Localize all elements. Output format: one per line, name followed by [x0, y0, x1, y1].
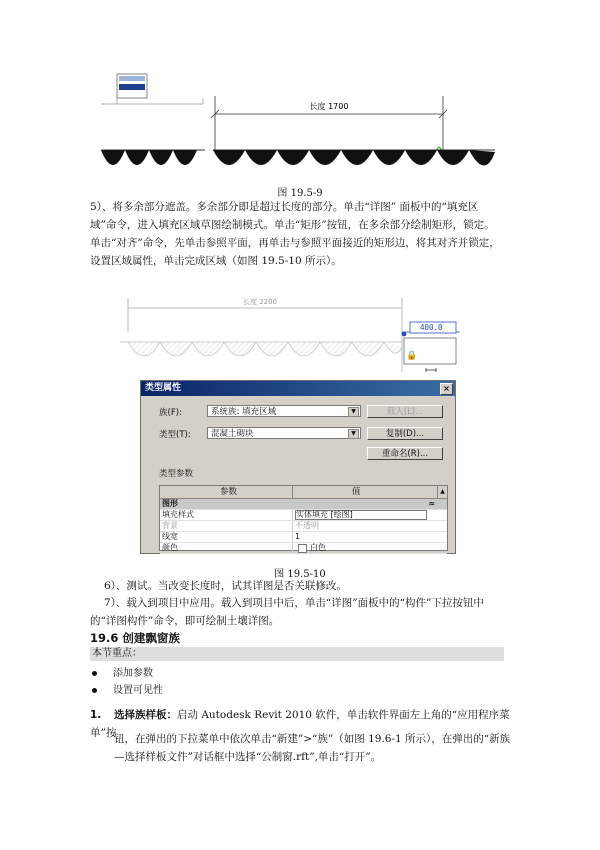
bullet-icon — [92, 671, 97, 676]
step-6-paragraph: 6）、测试。当改变长度时，试其详图是否关联修改。 — [104, 580, 347, 592]
step-7-paragraph — [90, 594, 510, 630]
param-name: 填充样式 — [162, 510, 194, 519]
key-points-bar — [90, 647, 504, 661]
bullet-icon — [92, 688, 97, 693]
param-value[interactable]: 不透明 — [295, 521, 319, 530]
param-name: 线宽 — [162, 532, 178, 541]
group-label: 图形 — [162, 499, 178, 508]
family-select-value: 系统族: 填充区域 — [211, 407, 277, 417]
column-header-parameter[interactable]: 参数 — [220, 487, 238, 497]
dialog-title: 类型属性 — [145, 383, 182, 393]
text-line: 5）、将多余部分遮盖。多余部分即是超过长度的部分。单击“详图” 面板中的“填充区 — [90, 201, 479, 213]
text-line: 启动 Autodesk Revit 2010 软件，单击软件界面左上角的“应用程序菜单”按 — [90, 709, 510, 739]
key-points-label: 本节重点： — [92, 648, 142, 659]
chevron-down-icon[interactable]: ▼ — [348, 407, 359, 417]
step-5-paragraph — [90, 198, 510, 270]
color-swatch[interactable] — [298, 544, 307, 553]
duplicate-button[interactable]: 复制(D)... — [367, 427, 443, 440]
text-line: 的“详图构件”命令，即可绘制土壤详图。 — [90, 615, 280, 627]
figure-caption: 图 19.5-10 — [274, 569, 326, 580]
text-line: 7）、载入到项目中应用。载入到项目中后，单击“详图”面板中的“构件”下拉按钮中 — [104, 597, 484, 609]
param-value[interactable]: 实体填充 [绘图] — [295, 510, 427, 520]
temporary-dimension-value: 400.0 — [420, 323, 443, 332]
text-line: 单击“对齐”命令，先单击参照平面，再单击与参照平面接近的矩形边，将其对齐并锁定， — [90, 237, 500, 249]
table-row[interactable] — [160, 510, 447, 521]
item-1-continuation — [114, 730, 514, 766]
column-header-value[interactable]: 值 — [352, 487, 361, 497]
rename-button[interactable]: 重命名(R)... — [367, 447, 443, 460]
dialog-title-bar[interactable] — [141, 381, 455, 396]
group-row-graphics[interactable] — [160, 499, 447, 510]
table-row[interactable] — [160, 543, 447, 554]
chevron-down-icon[interactable]: ▼ — [348, 429, 359, 439]
collapse-icon[interactable]: ≈ — [428, 499, 435, 508]
type-properties-dialog — [140, 380, 456, 554]
figure-19-5-10-drawing — [120, 290, 470, 380]
text-line: 钮，在弹出的下拉菜单中依次单击“新建”>“族”（如图 19.6-1 所示），在弹出的“新族 — [114, 733, 511, 745]
list-item-text: 设置可见性 — [113, 685, 163, 696]
text-line: —选择样板文件”对话框中选择“公制窗.rft”,单击“打开”。 — [114, 751, 382, 763]
item-number: 1. — [90, 709, 102, 721]
family-select[interactable] — [207, 405, 361, 417]
lock-icon[interactable]: 🔒 — [406, 351, 418, 361]
text-line: 域”命令，进入填充区域草图绘制模式。单击“矩形”按钮，在多余部分绘制矩形，锁定。 — [90, 219, 495, 231]
list-item-text: 添加参数 — [113, 668, 153, 679]
family-label: 族(F): — [159, 408, 182, 418]
item-title: 选择族样板： — [114, 709, 177, 721]
table-row[interactable] — [160, 521, 447, 532]
text-line: 设置区域属性，单击完成区域（如图 19.5-10 所示）。 — [90, 255, 342, 267]
param-value[interactable]: 1 — [295, 532, 301, 541]
scroll-up-icon[interactable]: ▲ — [437, 486, 447, 498]
soil-pattern-right — [213, 150, 495, 166]
close-icon[interactable]: × — [440, 383, 453, 395]
type-select[interactable] — [207, 427, 361, 439]
figure-caption: 图 19.5-9 — [277, 188, 323, 199]
dimension-label: 长度 2200 — [242, 298, 278, 306]
list-item — [92, 684, 163, 698]
load-button[interactable]: 载入(L)... — [367, 405, 443, 418]
type-select-value: 混凝土砌块 — [211, 429, 254, 439]
list-item — [92, 667, 153, 681]
soil-pattern-faded — [128, 342, 402, 356]
figure-19-5-9 — [95, 72, 495, 180]
param-name: 颜色 — [162, 543, 178, 552]
soil-pattern-left — [101, 150, 197, 165]
table-row[interactable] — [160, 532, 447, 543]
parameters-table — [159, 485, 448, 551]
param-name: 背景 — [162, 521, 178, 530]
param-value[interactable]: 白色 — [310, 543, 326, 552]
table-header — [160, 486, 447, 499]
dimension-label: 长度 1700 — [309, 102, 349, 111]
type-label: 类型(T): — [159, 430, 191, 440]
section-heading: 19.6 创建飘窗族 — [90, 631, 180, 645]
type-parameters-label: 类型参数 — [159, 469, 194, 479]
